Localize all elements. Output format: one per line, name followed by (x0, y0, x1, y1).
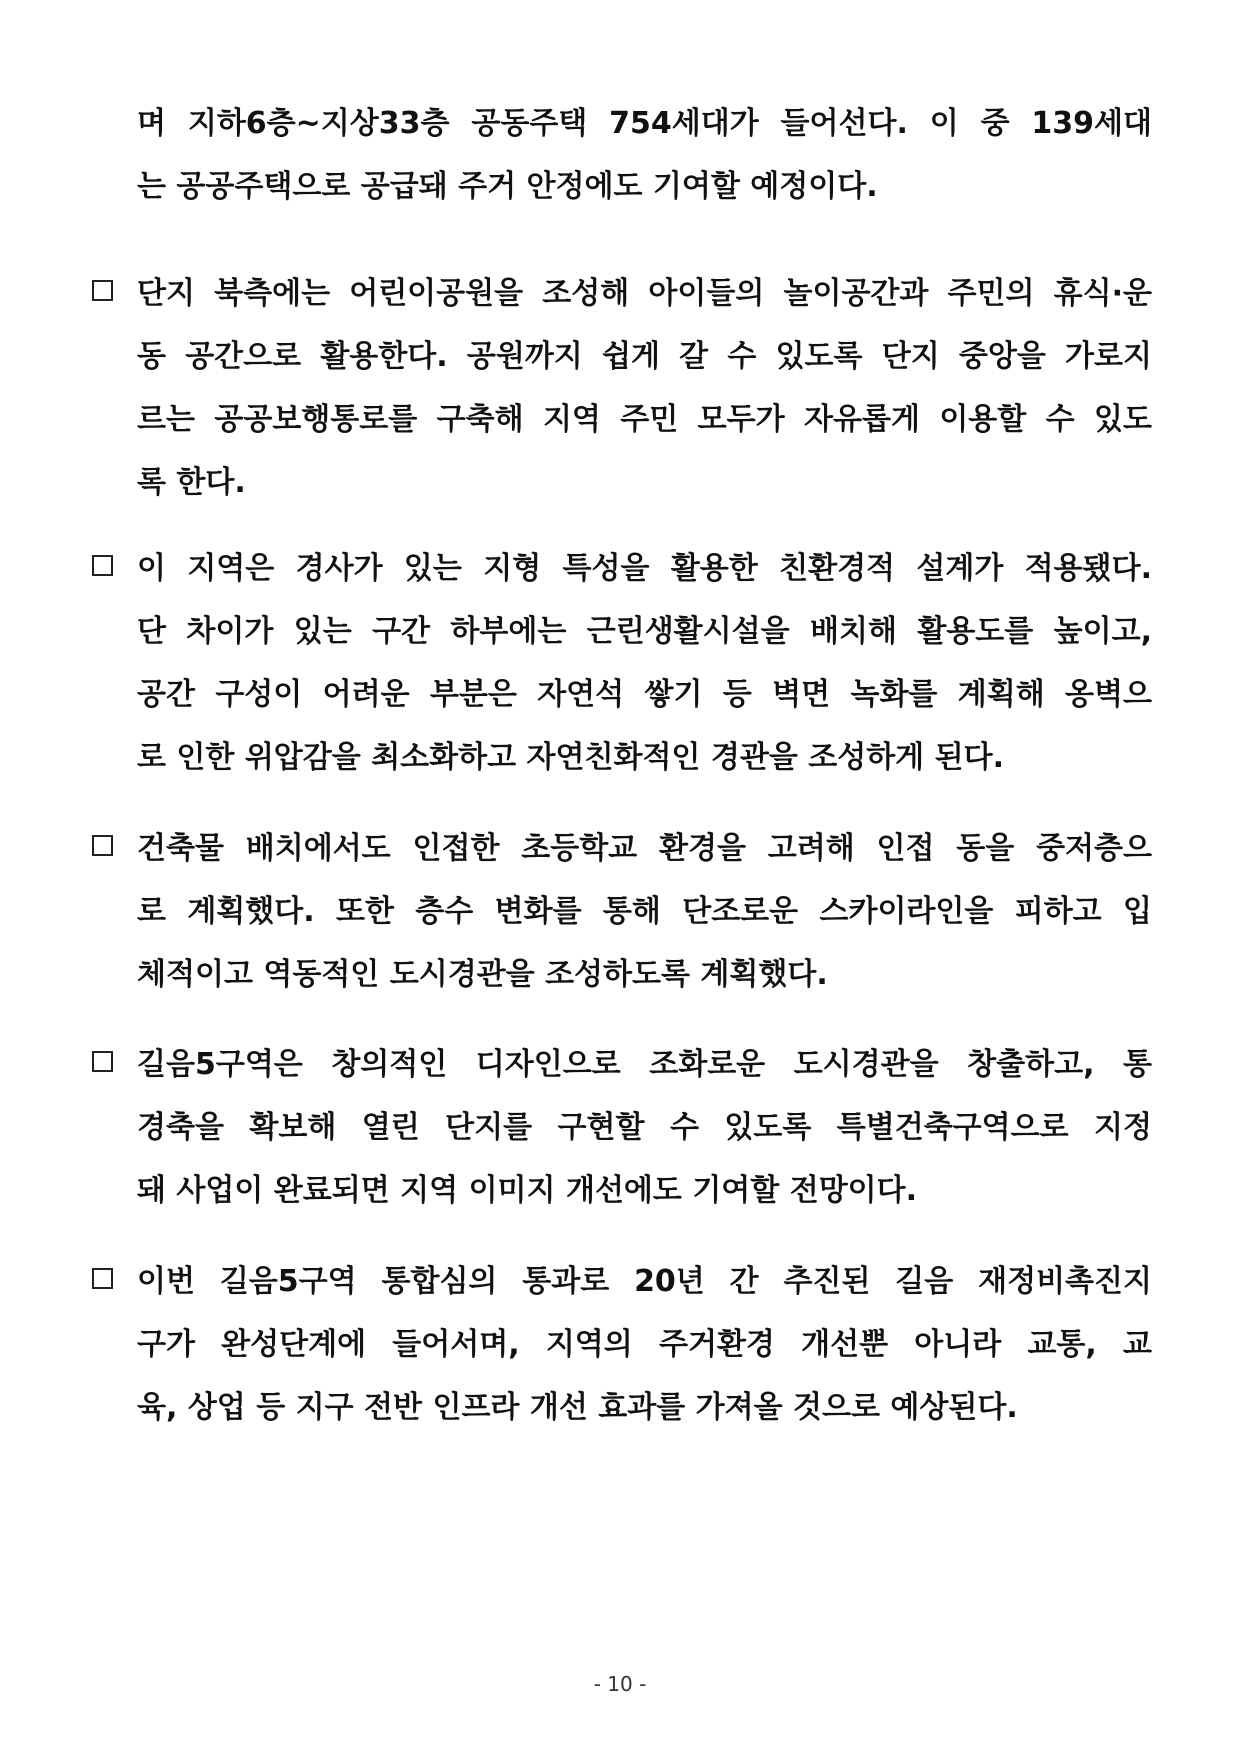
paragraph-line: 경축을 확보해 열린 단지를 구현할 수 있도록 특별건축구역으로 지정 (137, 1110, 1152, 1145)
paragraph-line: 로 계획했다. 또한 층수 변화를 통해 단조로운 스카이라인을 피하고 입 (137, 894, 1152, 929)
paragraph-line: 이 지역은 경사가 있는 지형 특성을 활용한 친환경적 설계가 적용됐다. (137, 551, 1152, 586)
paragraph-line: 체적이고 역동적인 도시경관을 조성하도록 계획했다. (137, 957, 828, 992)
bullet-section-park (92, 262, 1152, 514)
paragraph-line: 단 차이가 있는 구간 하부에는 근린생활시설을 배치해 활용도를 높이고, (137, 614, 1152, 649)
paragraph-line: 로 인한 위압감을 최소화하고 자연친화적인 경관을 조성하게 된다. (137, 740, 1004, 775)
paragraph-line: 구가 완성단계에 들어서며, 지역의 주거환경 개선뿐 아니라 교통, 교 (137, 1327, 1152, 1362)
paragraph-line: 육, 상업 등 지구 전반 인프라 개선 효과를 가져올 것으로 예상된다. (137, 1390, 1018, 1425)
intro-paragraph (92, 92, 1152, 218)
bullet-section-outlook (92, 1250, 1152, 1439)
paragraph-line: 돼 사업이 완료되면 지역 이미지 개선에도 기여할 전망이다. (137, 1173, 918, 1208)
bullet-section-terrain (92, 537, 1152, 789)
bullet-section-layout (92, 817, 1152, 1006)
paragraph-line: 며 지하6층~지상33층 공동주택 754세대가 들어선다. 이 중 139세대 (137, 106, 1152, 141)
bullet-section-design (92, 1033, 1152, 1222)
paragraph-line: 건축물 배치에서도 인접한 초등학교 환경을 고려해 인접 동을 중저층으 (137, 831, 1152, 866)
paragraph-line: 길음5구역은 창의적인 디자인으로 조화로운 도시경관을 창출하고, 통 (137, 1047, 1152, 1082)
page-number: - 10 - (593, 1672, 647, 1696)
paragraph-line: 단지 북측에는 어린이공원을 조성해 아이들의 놀이공간과 주민의 휴식·운 (137, 276, 1152, 311)
paragraph-line: 르는 공공보행통로를 구축해 지역 주민 모두가 자유롭게 이용할 수 있도 (137, 402, 1152, 437)
paragraph-line: 공간 구성이 어려운 부분은 자연석 쌓기 등 벽면 녹화를 계획해 옹벽으 (137, 677, 1152, 712)
paragraph-line: 는 공공주택으로 공급돼 주거 안정에도 기여할 예정이다. (137, 169, 878, 204)
paragraph-line: 록 한다. (137, 465, 246, 500)
paragraph-line: 동 공간으로 활용한다. 공원까지 쉽게 갈 수 있도록 단지 중앙을 가로지 (137, 339, 1152, 374)
paragraph-line: 이번 길음5구역 통합심의 통과로 20년 간 추진된 길음 재정비촉진지 (137, 1264, 1152, 1299)
